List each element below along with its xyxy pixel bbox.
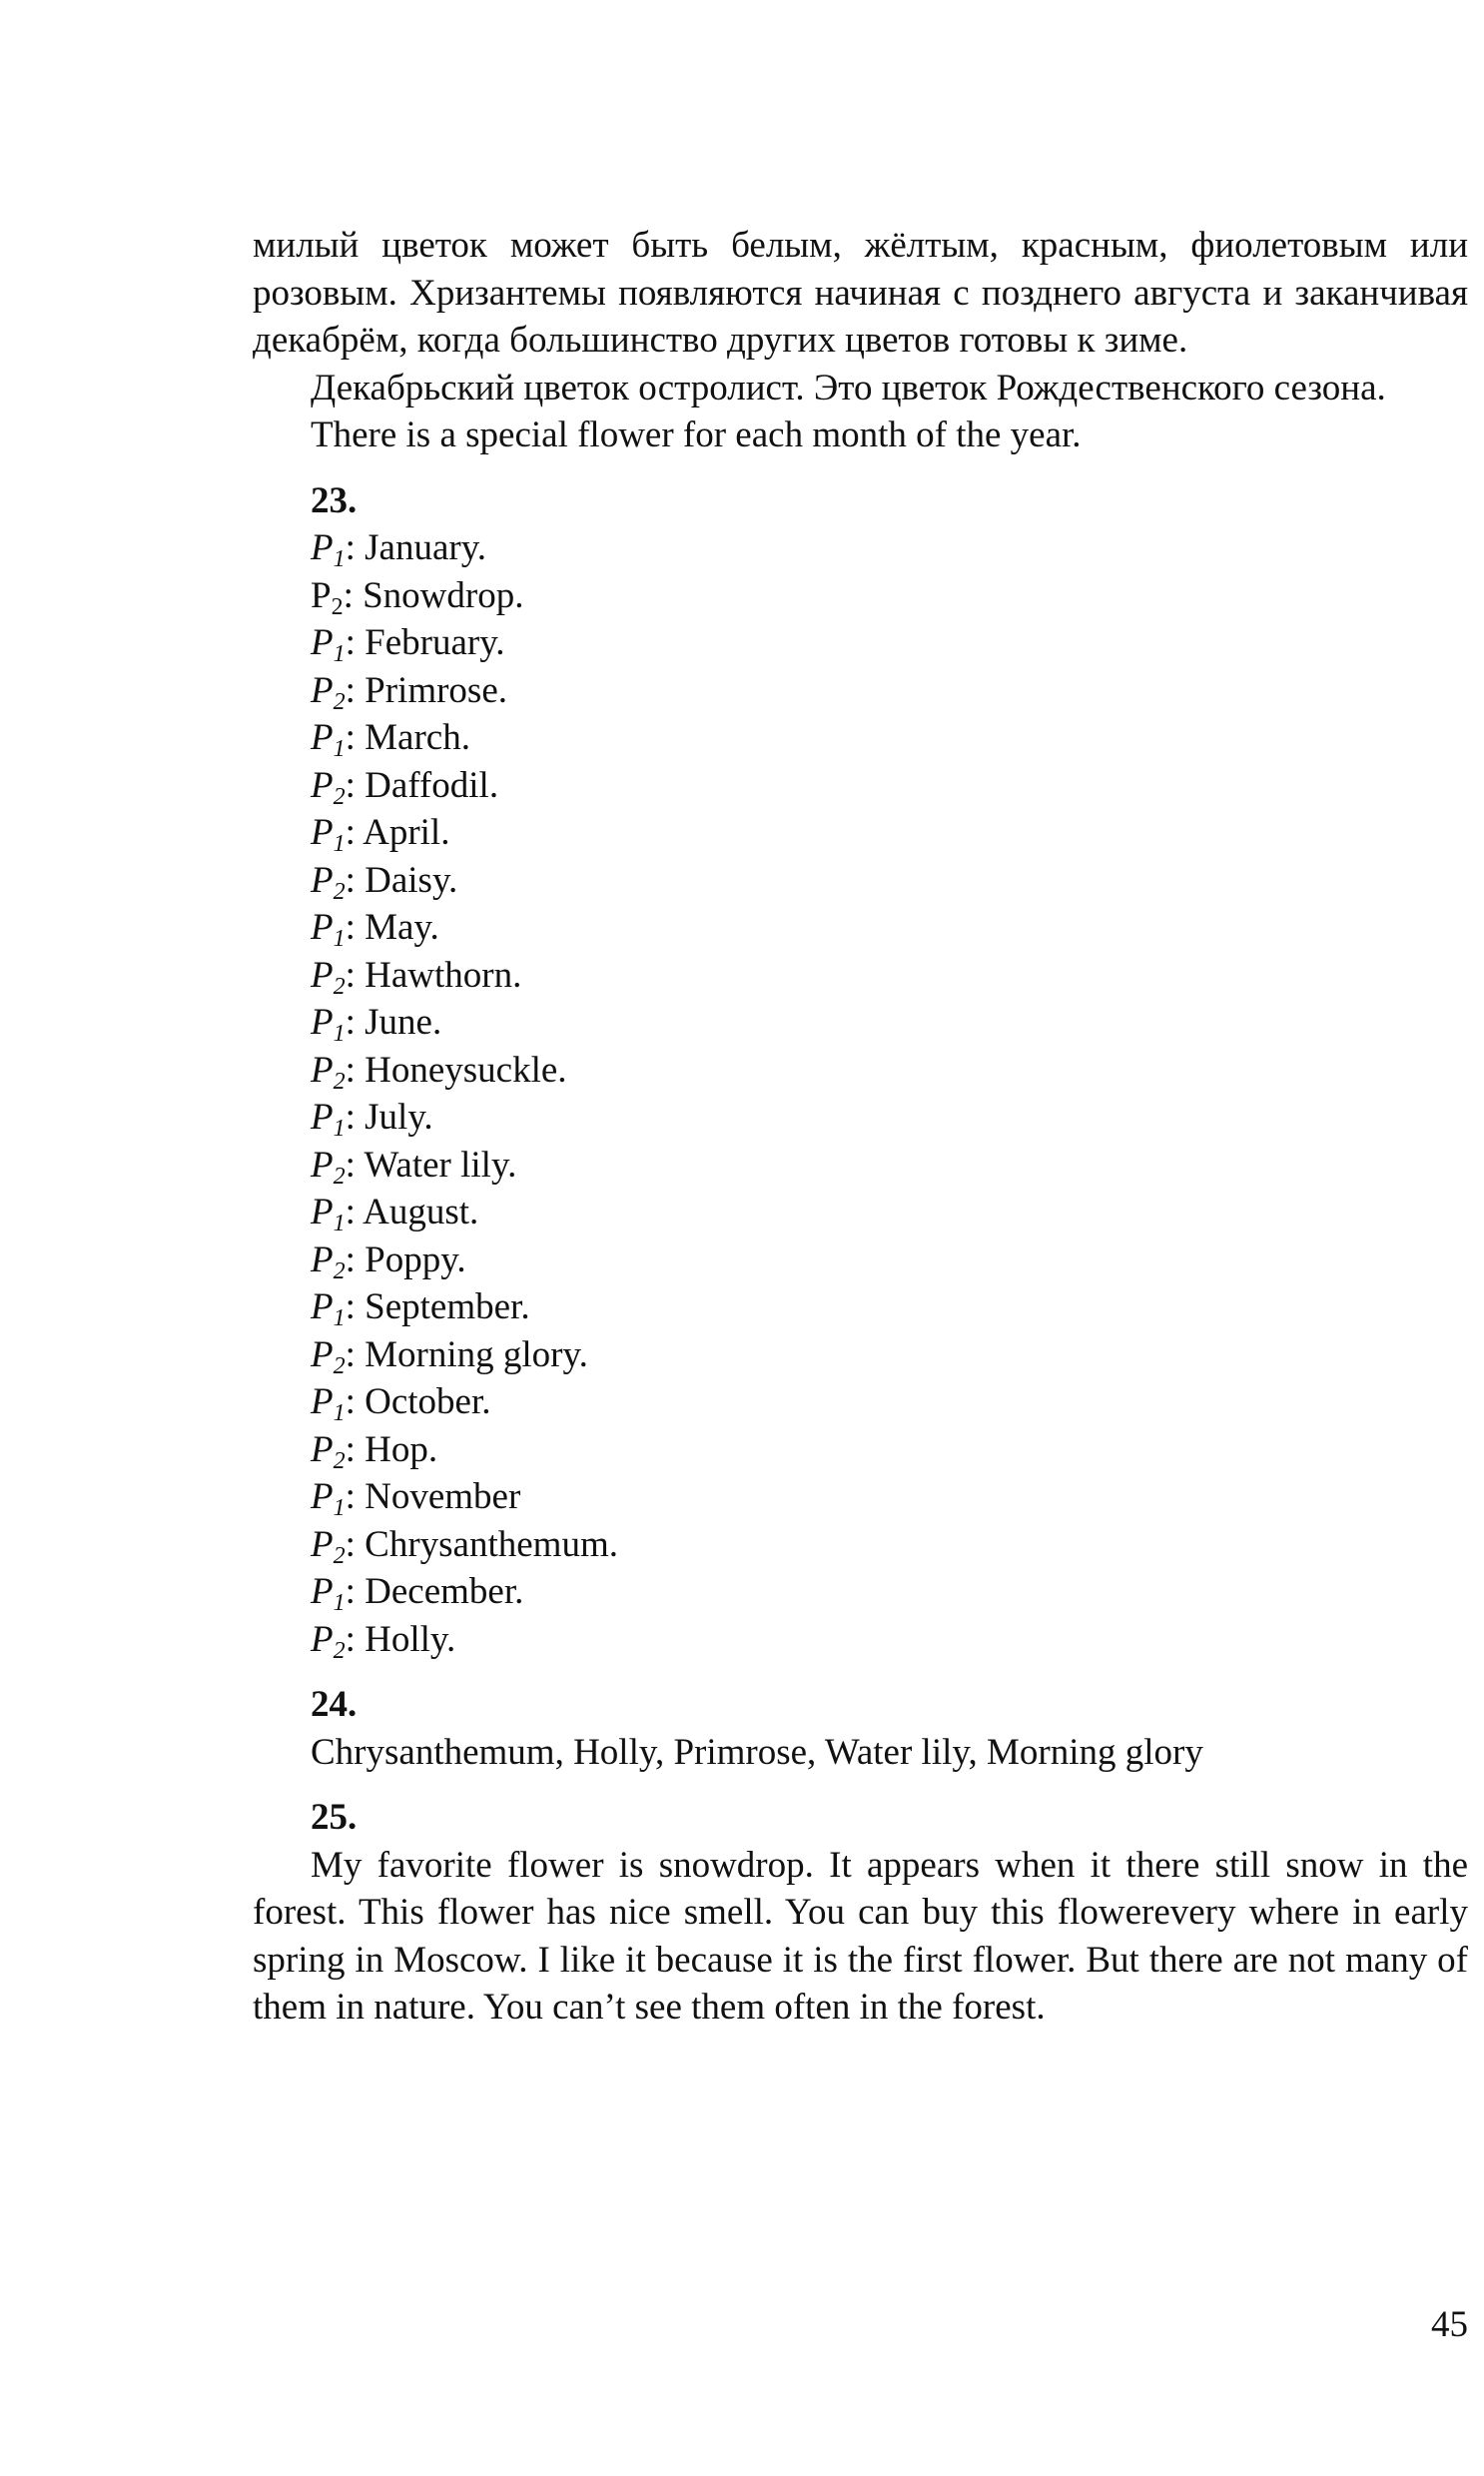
speaker-label — [311, 859, 346, 905]
dialogue-line — [311, 524, 1468, 572]
speaker-letter: P — [311, 622, 334, 663]
dialogue-line — [311, 904, 1468, 952]
dialogue-text: : Water lily. — [345, 1144, 517, 1186]
speaker-label — [311, 1476, 346, 1521]
speaker-letter: P — [311, 1049, 334, 1091]
speaker-index: 1 — [333, 1590, 346, 1616]
speaker-index: 1 — [333, 1021, 346, 1047]
dialogue-line — [311, 952, 1468, 1000]
dialogue-text: : January. — [345, 527, 487, 568]
speaker-label — [311, 1144, 346, 1190]
speaker-label — [311, 954, 346, 1000]
dialogue-line — [311, 1047, 1468, 1095]
speaker-label — [311, 1192, 346, 1237]
speaker-label — [311, 1428, 346, 1474]
dialogue-line — [311, 1521, 1468, 1569]
dialogue-text: : October. — [345, 1381, 491, 1422]
speaker-letter: P — [311, 1523, 334, 1565]
summary-line: There is a special flower for each month of the year. — [311, 414, 1082, 455]
speaker-letter: P — [311, 574, 332, 616]
speaker-label — [311, 574, 344, 620]
speaker-letter: P — [311, 907, 334, 948]
speaker-index: 2 — [331, 593, 344, 620]
dialogue-line — [311, 809, 1468, 857]
speaker-index: 1 — [333, 546, 346, 572]
speaker-letter: P — [311, 1144, 334, 1186]
dialogue-text: : Holly. — [345, 1618, 456, 1660]
page-body — [253, 222, 1468, 2032]
dialogue-line — [311, 572, 1468, 620]
dialogue-text: : Snowdrop. — [343, 574, 524, 616]
dialogue-text: : Daffodil. — [345, 764, 499, 806]
speaker-letter: P — [311, 1097, 334, 1138]
speaker-letter: P — [311, 1381, 334, 1422]
exercise-23-number: 23. — [311, 479, 358, 521]
speaker-index: 1 — [333, 1495, 346, 1521]
dialogue-text: : May. — [345, 907, 439, 948]
speaker-label — [311, 1238, 346, 1284]
speaker-index: 2 — [333, 1447, 346, 1474]
speaker-index: 2 — [333, 783, 346, 810]
dialogue-text: : Primrose. — [345, 669, 507, 711]
speaker-letter: P — [311, 1476, 334, 1517]
dialogue-text: : Daisy. — [345, 859, 458, 901]
speaker-index: 2 — [333, 1163, 346, 1190]
dialogue-line — [311, 714, 1468, 762]
speaker-letter: P — [311, 1428, 334, 1470]
speaker-index: 1 — [333, 641, 346, 667]
speaker-index: 2 — [333, 1352, 346, 1379]
speaker-letter: P — [311, 1618, 334, 1660]
speaker-letter: P — [311, 1002, 334, 1043]
speaker-letter: P — [311, 954, 334, 996]
dialogue-line — [311, 1426, 1468, 1474]
speaker-letter: P — [311, 527, 334, 568]
speaker-letter: P — [311, 859, 334, 901]
speaker-label — [311, 1049, 346, 1095]
dialogue-text: : June. — [345, 1002, 442, 1043]
exercise-23-dialogue — [253, 524, 1468, 1663]
dialogue-text: : December. — [345, 1571, 524, 1612]
exercise-25-text: My favorite flower is snowdrop. It appears when it there still snow in the forest. This flower has nice smell. You can buy this flowerevery where in early spring in Moscow. I like it because it is the first flower. But there are not many of them in nature. You can’t see them often in the forest. — [253, 1844, 1468, 2028]
speaker-label — [311, 527, 346, 572]
speaker-letter: P — [311, 812, 334, 853]
speaker-label — [311, 764, 346, 810]
dialogue-text: : Poppy. — [345, 1238, 466, 1280]
speaker-label — [311, 907, 346, 952]
dialogue-line — [311, 1237, 1468, 1284]
speaker-letter: P — [311, 717, 334, 758]
speaker-label — [311, 622, 346, 667]
dialogue-line — [311, 762, 1468, 810]
speaker-index: 1 — [333, 1116, 346, 1142]
dialogue-line — [311, 1094, 1468, 1142]
dialogue-line — [311, 1283, 1468, 1331]
speaker-label — [311, 812, 346, 857]
speaker-index: 1 — [333, 1305, 346, 1331]
december-paragraph: Декабрьский цветок остролист. Это цветок Рождественского сезона. — [311, 367, 1386, 409]
speaker-index: 2 — [333, 1637, 346, 1664]
exercise-24-number: 24. — [311, 1684, 358, 1725]
dialogue-text: : September. — [345, 1286, 530, 1327]
speaker-label — [311, 669, 346, 715]
speaker-label — [311, 1286, 346, 1331]
dialogue-text: : Chrysanthemum. — [345, 1523, 618, 1565]
dialogue-line — [311, 1378, 1468, 1426]
dialogue-line — [311, 857, 1468, 905]
dialogue-text: : Hawthorn. — [345, 954, 522, 996]
speaker-label — [311, 1002, 346, 1047]
dialogue-line — [311, 1142, 1468, 1190]
dialogue-text: : Morning glory. — [345, 1333, 588, 1375]
speaker-index: 1 — [333, 926, 346, 952]
speaker-index: 2 — [333, 688, 346, 715]
dialogue-text: : Honeysuckle. — [345, 1049, 567, 1091]
speaker-index: 2 — [333, 1068, 346, 1095]
speaker-index: 1 — [333, 736, 346, 762]
speaker-index: 2 — [333, 878, 346, 905]
speaker-letter: P — [311, 669, 334, 711]
speaker-index: 1 — [333, 1211, 346, 1237]
speaker-label — [311, 1381, 346, 1426]
speaker-index: 2 — [333, 973, 346, 1000]
dialogue-line — [311, 1331, 1468, 1379]
speaker-index: 1 — [333, 831, 346, 857]
dialogue-text: : November — [345, 1476, 521, 1517]
dialogue-line — [311, 619, 1468, 667]
speaker-label — [311, 717, 346, 762]
speaker-index: 2 — [333, 1257, 346, 1284]
dialogue-text: : Hop. — [345, 1428, 438, 1470]
speaker-label — [311, 1097, 346, 1142]
exercise-25-number: 25. — [311, 1797, 358, 1838]
speaker-letter: P — [311, 1333, 334, 1375]
dialogue-line — [311, 1473, 1468, 1521]
dialogue-text: : July. — [345, 1097, 433, 1138]
speaker-label — [311, 1618, 346, 1664]
top-paragraph: милый цветок может быть белым, жёлтым, красным, фиолетовым или розовым. Хризантемы появляются начиная с позднего августа и заканчивая декабрём, когда большинство других цветов готовы к зиме. — [253, 225, 1468, 361]
dialogue-line — [311, 1189, 1468, 1237]
dialogue-text: : April. — [345, 812, 450, 853]
dialogue-text: : March. — [345, 717, 470, 758]
exercise-24-answer: Chrysanthemum, Holly, Primrose, Water lily, Morning glory — [311, 1731, 1203, 1773]
speaker-letter: P — [311, 1238, 334, 1280]
speaker-letter: P — [311, 764, 334, 806]
page-number: 45 — [1431, 2304, 1468, 2345]
speaker-letter: P — [311, 1192, 334, 1233]
dialogue-line — [311, 667, 1468, 715]
speaker-label — [311, 1571, 346, 1616]
dialogue-line — [311, 1616, 1468, 1664]
dialogue-text: : February. — [345, 622, 505, 663]
speaker-letter: P — [311, 1286, 334, 1327]
speaker-letter: P — [311, 1571, 334, 1612]
speaker-label — [311, 1333, 346, 1379]
speaker-index: 2 — [333, 1542, 346, 1569]
speaker-label — [311, 1523, 346, 1569]
dialogue-line — [311, 999, 1468, 1047]
dialogue-line — [311, 1568, 1468, 1616]
dialogue-text: : August. — [345, 1192, 479, 1233]
speaker-index: 1 — [333, 1400, 346, 1426]
